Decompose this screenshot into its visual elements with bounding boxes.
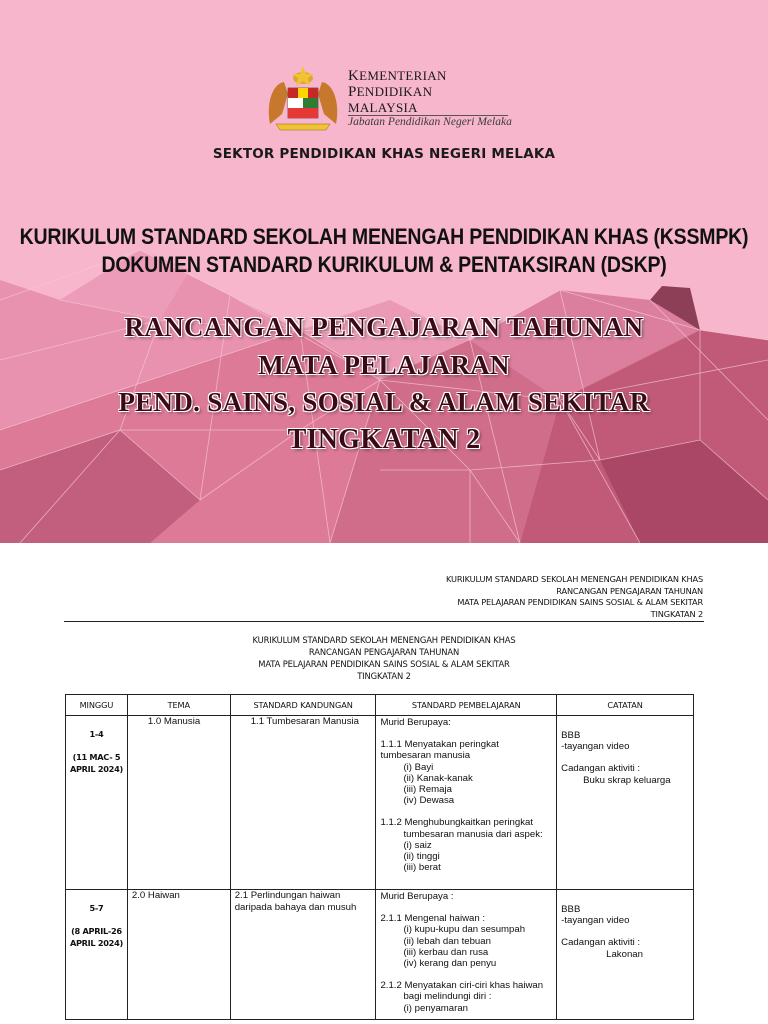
cell-standard-kandungan: 1.1 Tumbesaran Manusia (230, 716, 376, 890)
ministry-line-1-cap: K (348, 68, 360, 84)
cell-standard-kandungan: 2.1 Perlindungan haiwan daripada bahaya dan musuh (230, 890, 376, 1020)
ministry-line-1: EMENTERIAN (359, 68, 447, 83)
heading-line: MATA PELAJARAN PENDIDIKAN SAINS SOSIAL & ALAM SEKITAR (258, 659, 510, 669)
cell-standard-pembelajaran (376, 890, 557, 1020)
date-line: (8 APRIL-26 (71, 926, 122, 936)
catatan-bbb-item: -tayangan video (561, 915, 630, 927)
rpt-page (0, 543, 768, 1024)
kurikulum-line-1: KURIKULUM STANDARD SEKOLAH MENENGAH PENDIDIKAN KHAS (KSSMPK) (19, 224, 749, 250)
sp-item: tumbesaran manusia (380, 750, 471, 762)
ministry-logo (262, 64, 512, 136)
catatan-bbb-item: -tayangan video (561, 741, 630, 753)
week-range: 5-7 (89, 903, 104, 913)
cell-catatan (557, 716, 694, 890)
ministry-line-2: ENDIDIKAN (356, 84, 433, 99)
cell-standard-pembelajaran (376, 716, 557, 890)
catatan-bbb: BBB (561, 904, 581, 915)
date-range (66, 751, 127, 775)
date-line: APRIL 2024) (69, 764, 123, 774)
sp-subitem: (ii) lebah dan tebuan (403, 935, 491, 947)
col-header-standard-kandungan: STANDARD KANDUNGAN (230, 695, 376, 716)
catatan-bbb: BBB (561, 730, 581, 741)
sp-subitem: (iv) Dewasa (403, 795, 455, 807)
sp-intro: Murid Berupaya: (380, 717, 451, 728)
heading-line: TINGKATAN 2 (357, 671, 411, 681)
malaysia-crest-icon (262, 64, 344, 134)
catatan-aktiviti: Cadangan aktiviti : (561, 937, 641, 949)
date-line: (11 MAC- 5 (72, 752, 121, 762)
sp-subitem: (i) saiz (403, 839, 432, 851)
ministry-name (348, 68, 447, 116)
kurikulum-line-2: DOKUMEN STANDARD KURIKULUM & PENTAKSIRAN (DSKP) (101, 252, 667, 278)
sp-item: 2.1.1 Mengenal haiwan : (380, 913, 486, 925)
sp-item: 1.1.1 Menyatakan peringkat (380, 739, 499, 751)
cover-title-line-1: RANCANGAN PENGAJARAN TAHUNAN (124, 312, 644, 342)
running-header-line: RANCANGAN PENGAJARAN TAHUNAN (556, 585, 703, 596)
sp-subitem: (i) kupu-kupu dan sesumpah (403, 924, 526, 936)
cover-title-line-4: TINGKATAN 2 (287, 424, 481, 455)
ministry-line-2-cap: P (348, 84, 357, 100)
date-range (66, 925, 127, 949)
cell-tema: 1.0 Manusia (127, 716, 230, 890)
sp-subitem: (i) penyamaran (403, 1002, 468, 1014)
col-header-minggu: MINGGU (66, 695, 128, 716)
heading-line: KURIKULUM STANDARD SEKOLAH MENENGAH PENDIDIKAN KHAS (252, 635, 516, 645)
sp-item: 2.1.2 Menyatakan ciri-ciri khas haiwan (380, 980, 544, 992)
heading-line: RANCANGAN PENGAJARAN TAHUNAN (308, 647, 460, 657)
cell-minggu (66, 716, 128, 890)
table-row (66, 716, 694, 890)
running-header-line: KURIKULUM STANDARD SEKOLAH MENENGAH PENDIDIKAN KHAS (446, 574, 703, 584)
sp-subitem: (iii) Remaja (403, 784, 452, 796)
running-header (446, 574, 703, 620)
document-heading (0, 634, 768, 682)
cell-minggu (66, 890, 128, 1020)
sp-subitem: (iv) kerang dan penyu (403, 958, 497, 970)
sp-subitem: (iii) kerbau dan rusa (403, 946, 489, 958)
running-header-line: TINGKATAN 2 (650, 608, 703, 619)
sektor-title: SEKTOR PENDIDIKAN KHAS NEGERI MELAKA (212, 146, 556, 162)
table-row (66, 890, 694, 1020)
jabatan-name: Jabatan Pendidikan Negeri Melaka (348, 116, 512, 128)
col-header-standard-pembelajaran: STANDARD PEMBELAJARAN (376, 695, 557, 716)
table-header-row (66, 695, 694, 716)
col-header-catatan: CATATAN (557, 695, 694, 716)
cover-title-line-3: PEND. SAINS, SOSIAL & ALAM SEKITAR (118, 387, 650, 417)
week-range: 1-4 (89, 729, 104, 739)
col-header-tema: TEMA (127, 695, 230, 716)
sp-item: 1.1.2 Menghubungkaitkan peringkat (380, 817, 534, 829)
cover-title-line-2: MATA PELAJARAN (258, 350, 510, 380)
ministry-line-3: MALAYSIA (348, 100, 418, 115)
sp-subitem: (iii) berat (403, 862, 441, 874)
sp-subitem: (ii) tinggi (403, 851, 440, 863)
cell-catatan (557, 890, 694, 1020)
cell-tema: 2.0 Haiwan (127, 890, 230, 1020)
sp-item: tumbesaran manusia dari aspek: (403, 828, 543, 840)
catatan-aktiviti: Cadangan aktiviti : (561, 763, 641, 775)
header-divider (64, 621, 704, 622)
sp-subitem: (ii) Kanak-kanak (403, 772, 473, 784)
catatan-aktiviti-item: Buku skrap keluarga (583, 774, 671, 786)
sp-subitem: (i) Bayi (403, 761, 434, 773)
rpt-table (65, 694, 694, 1020)
sp-item: bagi melindungi diri : (403, 991, 492, 1003)
catatan-aktiviti-item: Lakonan (606, 948, 643, 960)
running-header-line: MATA PELAJARAN PENDIDIKAN SAINS SOSIAL & ALAM SEKITAR (457, 597, 703, 607)
date-line: APRIL 2024) (69, 938, 123, 948)
sp-intro: Murid Berupaya : (380, 891, 454, 902)
